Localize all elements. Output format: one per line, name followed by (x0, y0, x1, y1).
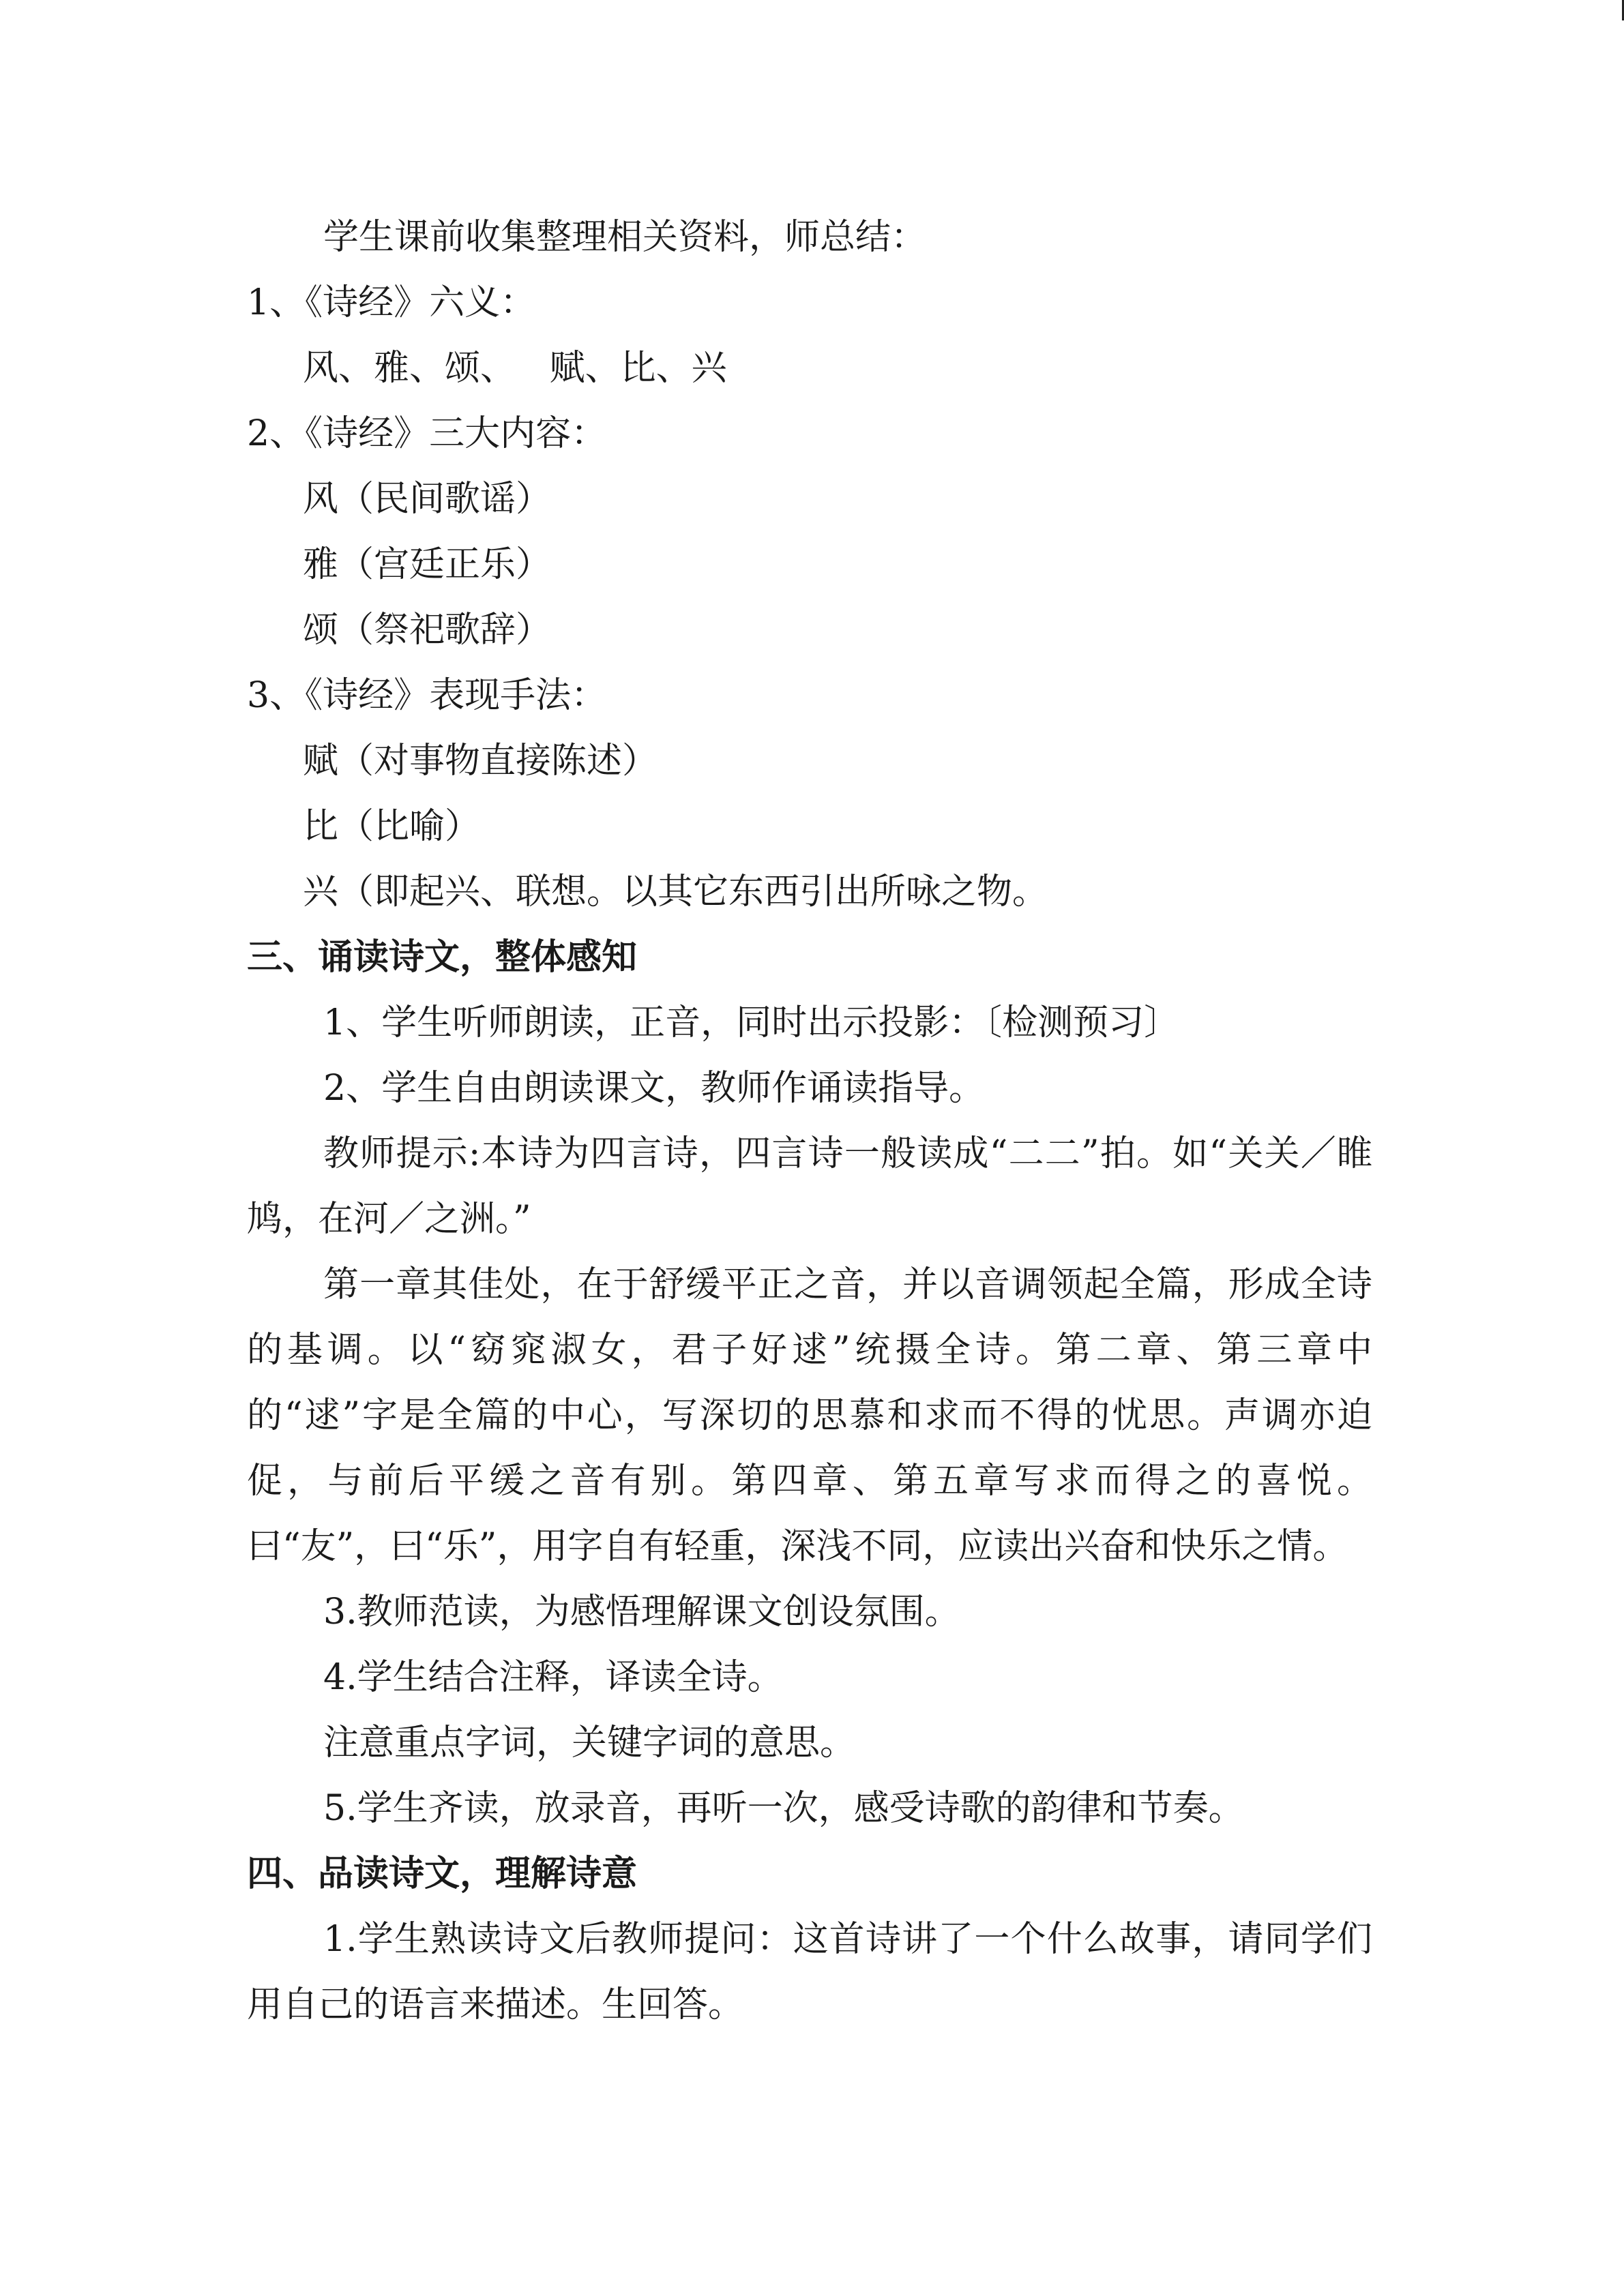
content-item-ya: 雅（宫廷正乐） (303, 544, 552, 585)
content-item-feng: 风（民间歌谣） (303, 479, 552, 520)
part-3-step-3: 3.教师范读，为感悟理解课文创设氛围。 (323, 1592, 960, 1632)
section-3-title: 3、《诗经》表现手法： (247, 675, 607, 716)
intro-line: 学生课前收集整理相关资料，师总结： (323, 217, 927, 258)
part-4-question-paragraph: 1.学生熟读诗文后教师提问：这首诗讲了一个什么故事，请同学们用自己的语言来描述。生回答。 (247, 1919, 1372, 2025)
section-2-title: 2、《诗经》三大内容： (247, 413, 607, 454)
technique-item-fu: 赋（对事物直接陈述） (303, 741, 658, 781)
part-3-step-2: 2、学生自由朗读课文，教师作诵读指导。 (323, 1068, 985, 1109)
part-3-note: 注意重点字词，关键字词的意思。 (323, 1723, 856, 1763)
part-3-step-5: 5.学生齐读，放录音，再听一次，感受诗歌的韵律和节奏。 (323, 1788, 1244, 1829)
heading-part-4: 四、品读诗文，理解诗意 (247, 1853, 638, 1894)
teacher-tip-paragraph: 教师提示:本诗为四言诗，四言诗一般读成“二二”拍。如“关关／睢鸠，在河／之洲。” (247, 1133, 1372, 1240)
document-body (247, 205, 1372, 2038)
content-item-song: 颂（祭祀歌辞） (303, 610, 552, 651)
six-principles-line: 风、雅、颂、 赋、比、兴 (303, 348, 727, 389)
section-1-title: 1、《诗经》六义： (247, 282, 536, 323)
part-3-step-1: 1、学生听师朗读，正音，同时出示投影：〔检测预习〕 (323, 1002, 1180, 1043)
heading-part-3: 三、诵读诗文，整体感知 (247, 937, 638, 978)
technique-item-xing: 兴（即起兴、联想。以其它东西引出所咏之物。 (303, 871, 1048, 912)
technique-item-bi: 比（比喻） (303, 806, 481, 847)
chapter-analysis-paragraph: 第一章其佳处，在于舒缓平正之音，并以音调领起全篇，形成全诗的基调。以“窈窕淑女，君子好逑”统摄全诗。第二章、第三章中的“逑”字是全篇的中心，写深切的思慕和求而不得的忧思。声调亦迫促，与前后平缓之音有别。第四章、第五章写求而得之的喜悦。曰“友”，曰“乐”，用字自有轻重，深浅不同，应读出兴奋和快乐之情。 (247, 1264, 1372, 1567)
part-3-step-4: 4.学生结合注释，译读全诗。 (323, 1657, 783, 1698)
